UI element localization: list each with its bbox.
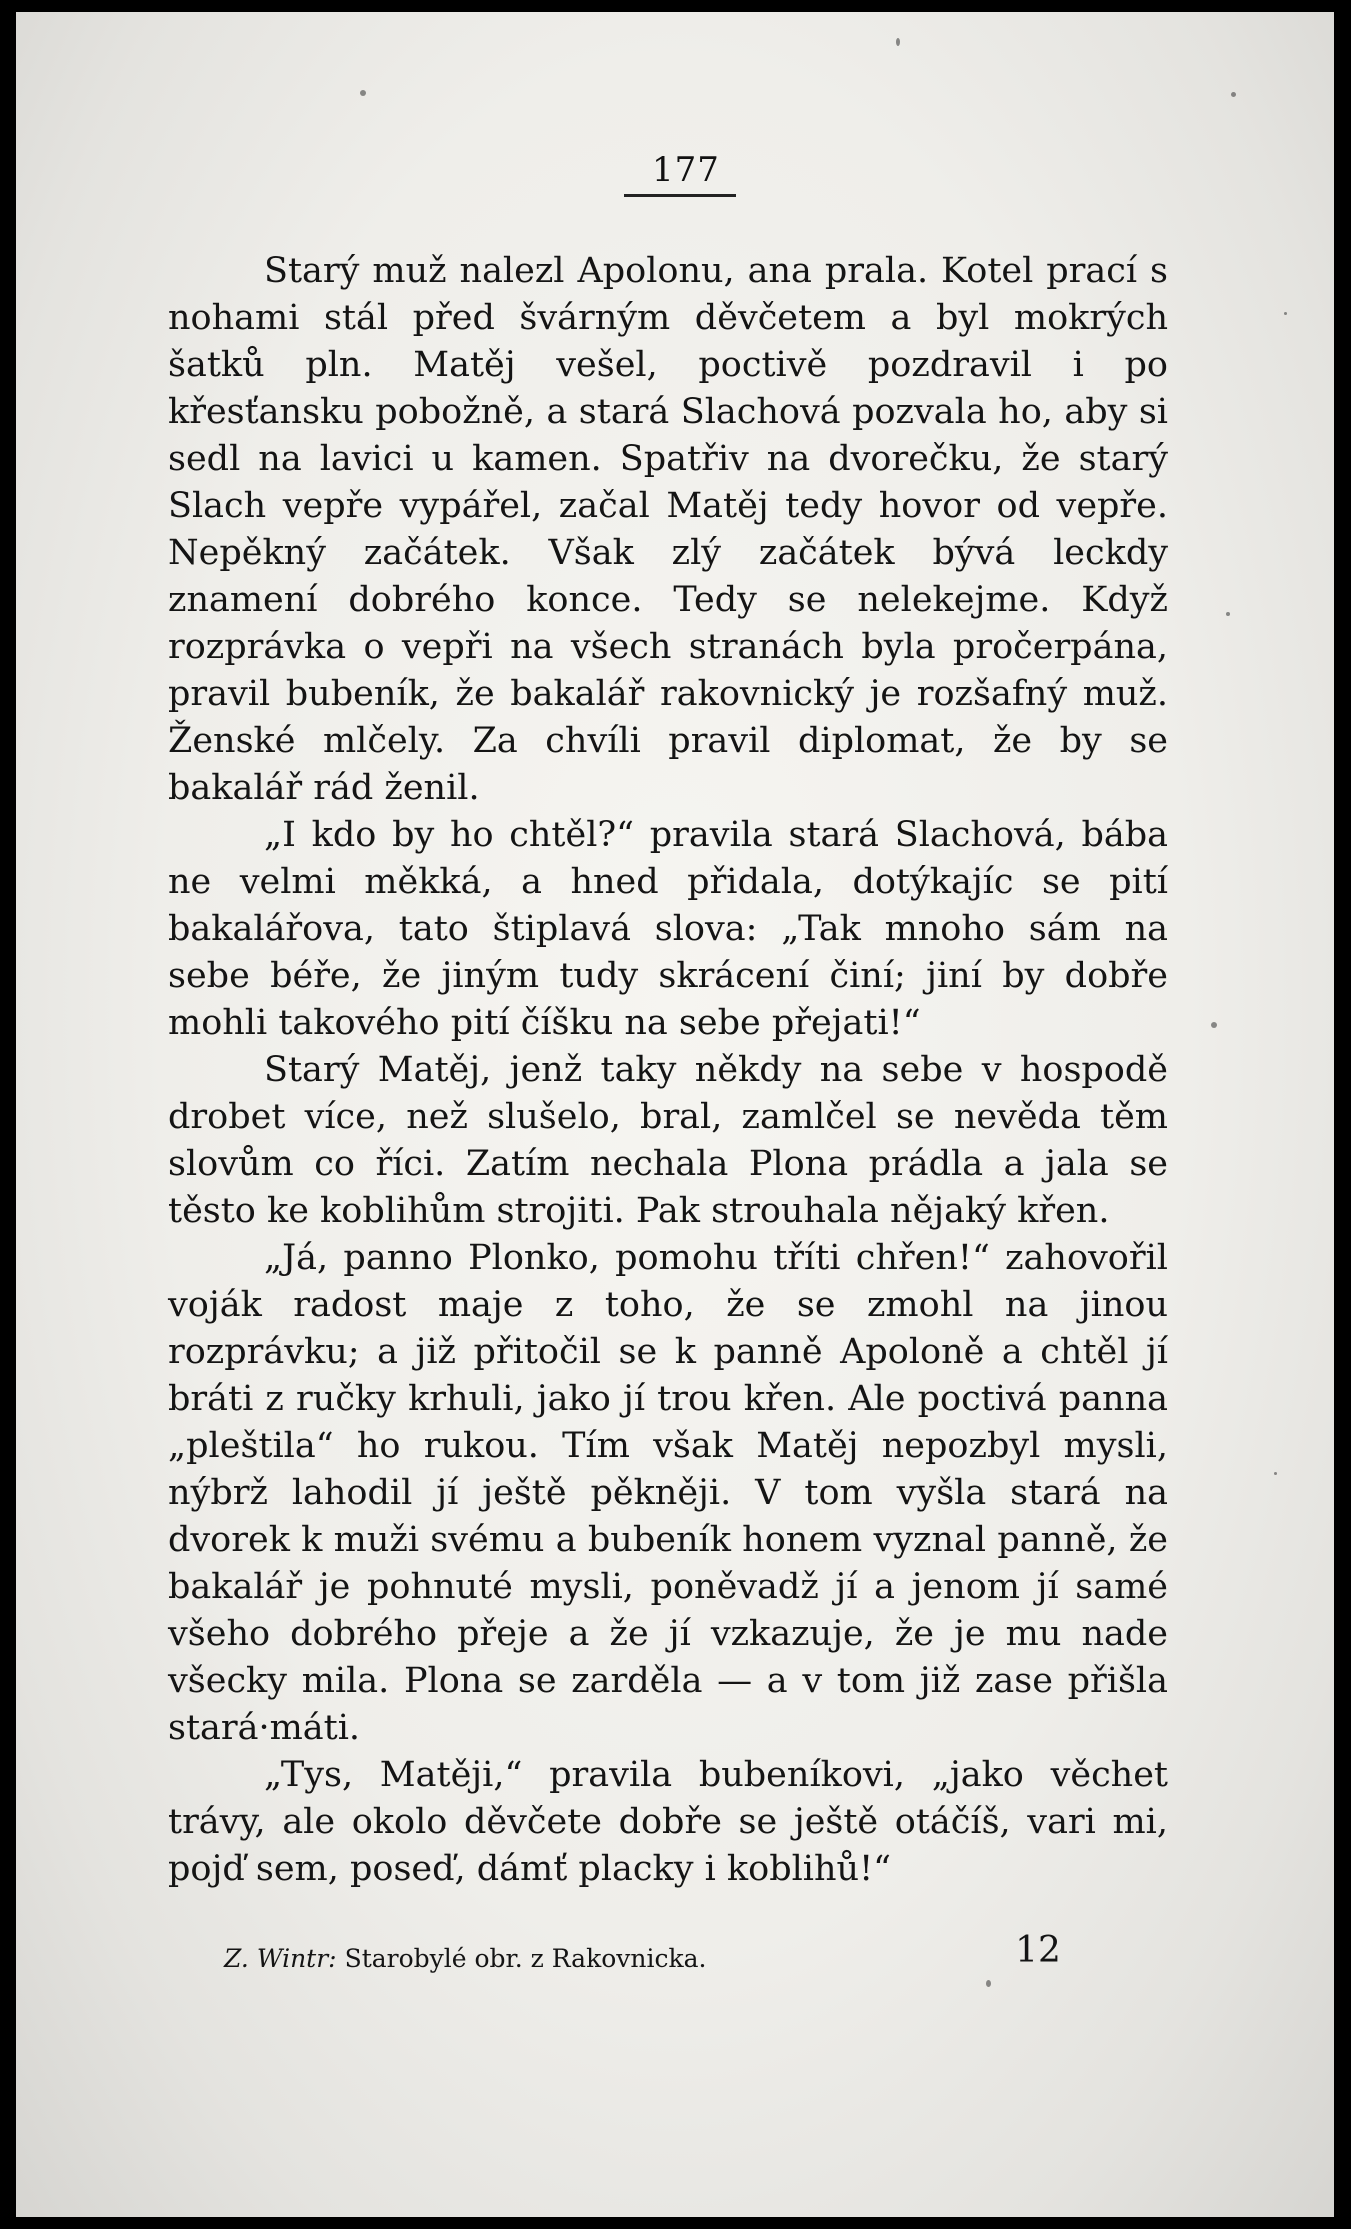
page-number-rule (624, 194, 736, 197)
paragraph: „Já, panno Plonko, pomohu tříti chřen!“ zahovořil voják radost maje z toho, že se zmohl na jinou rozprávku; a již přitočil se k panně Apoloně a chtěl jí bráti z ručky krhuli, jako jí trou křen. Ale poctivá panna „pleštila“ ho rukou. Tím však Matěj nepozbyl mysli, nýbrž lahodil jí ještě pěkněji. V tom vyšla stará na dvorek k muži svému a bubeník honem vyznal panně, že bakalář je pohnuté mysli, poněvadž jí a jenom jí samé všeho dobrého přeje a že jí vzkazuje, že je mu nade všecky mila. Plona se zarděla — a v tom již zase přišla stará·máti. (168, 1238, 1168, 1748)
speckle (1211, 1022, 1217, 1028)
footer-title: Starobylé obr. z Rakovnicka. (344, 1944, 707, 1973)
page-footer (168, 1930, 1168, 1980)
page-number: 177 (652, 150, 720, 190)
speckle (1284, 312, 1287, 315)
book-page (16, 12, 1334, 2217)
footer-source (224, 1944, 707, 1973)
paragraph: Starý muž nalezl Apolonu, ana prala. Kotel prací s nohami stál před švárným děvčetem a byl mokrých šatků pln. Matěj vešel, poctivě pozdravil i po křesťansku pobožně, a stará Slachová pozvala ho, aby si sedl na lavici u kamen. Spatřiv na dvorečku, že starý Slach vepře vypářel, začal Matěj tedy hovor od vepře. Nepěkný začátek. Však zlý začátek bývá leckdy znamení dobrého konce. Tedy se nelekejme. Když rozprávka o vepři na všech stranách byla pročerpána, pravil bubeník, že bakalář rakovnický je rozšafný muž. Ženské mlčely. Za chvíli pravil diplomat, že by se bakalář rád ženil. (168, 251, 1168, 808)
speckle (896, 38, 900, 46)
body-text (168, 248, 1168, 1893)
speckle (1226, 612, 1230, 616)
paragraph: „I kdo by ho chtěl?“ pravila stará Slachová, bába ne velmi měkká, a hned přidala, dotýkajíc se pití bakalářova, tato štiplavá slova: „Tak mnoho sám na sebe béře, že jiným tudy skrácení činí; jiní by dobře mohli takového pití číšku na sebe přejati!“ (168, 815, 1168, 1043)
speckle (986, 1980, 991, 1987)
paragraph: Starý Matěj, jenž taky někdy na sebe v hospodě drobet více, než slušelo, bral, zamlčel se nevěda těm slovům co říci. Zatím nechala Plona prádla a jala se těsto ke koblihům strojiti. Pak strouhala nějaký křen. (168, 1050, 1168, 1231)
speckle (1274, 1472, 1277, 1475)
paragraph: „Tys, Matěji,“ pravila bubeníkovi, „jako věchet trávy, ale okolo děvčete dobře se ještě otáčíš, vari mi, pojď sem, poseď, dámť placky i koblihů!“ (168, 1755, 1168, 1889)
footer-author: Z. Wintr: (224, 1944, 337, 1973)
signature-mark: 12 (1015, 1930, 1061, 1971)
speckle (1231, 92, 1236, 97)
speckle (360, 90, 366, 96)
